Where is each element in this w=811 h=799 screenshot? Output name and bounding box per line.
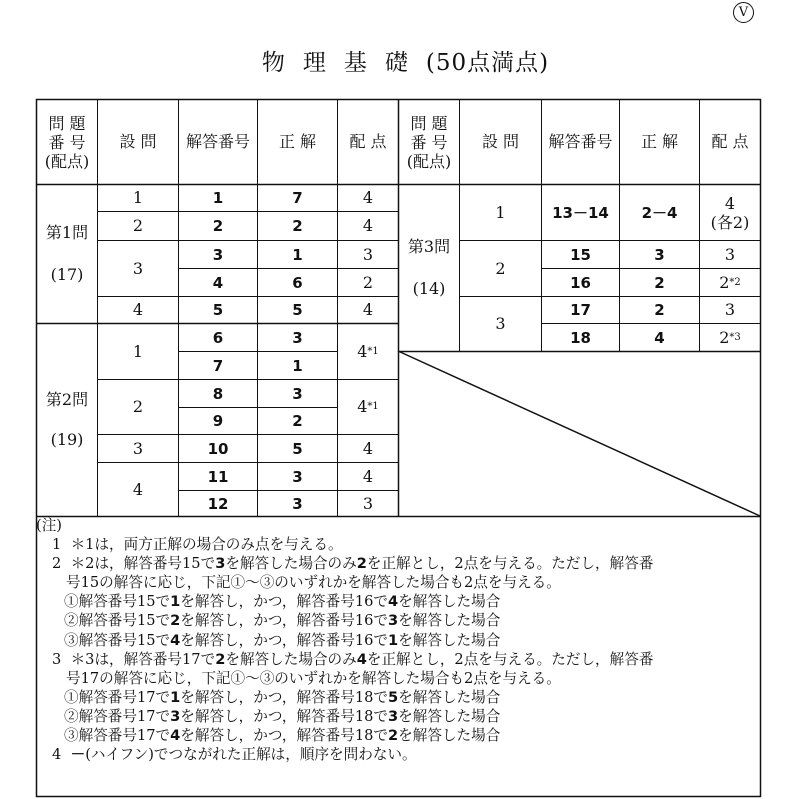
header-setsumon-left: 設 問 (119, 132, 157, 151)
header-answer-no-left: 解答番号 (185, 132, 250, 151)
title-subject: 物理基礎 (261, 50, 426, 76)
q2-sub-3: 3 (132, 438, 144, 458)
note-2-item: ③解答番号15で4を解答し，かつ，解答番号16で1を解答した場合 (64, 631, 501, 649)
merged-points-q2-1: 4 *1 (357, 341, 379, 361)
answer-points: 4 (362, 216, 374, 235)
q3-sub-2: 2 (495, 258, 506, 278)
answer-correct: 2－4 (641, 203, 678, 222)
note-1: 1 ＊1は，両方正解の場合のみ点を与える。 (52, 536, 343, 554)
answer-no: 5 (212, 301, 224, 319)
answer-no: 1 (212, 189, 224, 207)
answer-correct: 3 (292, 384, 303, 403)
answer-correct: 3 (292, 328, 303, 347)
answer-points-star: 2 *2 (719, 272, 741, 292)
note-2-line2: 号15の解答に応じ，下記①～③のいずれかを解答した場合も2点を与える。 (66, 574, 561, 592)
note-3-line2: 号17の解答に応じ，下記①～③のいずれかを解答した場合も2点を与える。 (66, 669, 561, 687)
answer-correct: 5 (292, 301, 303, 319)
title-points: (50点満点) (425, 50, 550, 76)
answer-points-each: 4 (各2) (710, 193, 750, 232)
answer-no: 16 (570, 273, 591, 292)
header-answer-no-right: 解答番号 (548, 132, 613, 151)
answer-no: 7 (212, 356, 224, 375)
q1-label: 第1問 (17) (45, 223, 89, 284)
note-3: 3 ＊3は，解答番号17で2を解答した場合のみ4を正解とし，2点を与える。ただし，解答番 (52, 650, 654, 668)
answer-correct: 2 (292, 412, 303, 430)
header-setsumon-right: 設 問 (481, 132, 520, 151)
notes-section (38, 516, 760, 764)
q1-sub-3: 3 (132, 258, 144, 278)
answer-no: 8 (212, 384, 224, 403)
answer-correct: 2 (654, 301, 665, 319)
answer-no: 3 (212, 245, 224, 264)
note-3-item: ②解答番号17で3を解答し，かつ，解答番号18で3を解答した場合 (64, 707, 501, 725)
answer-points: 3 (724, 300, 736, 319)
answer-correct: 6 (292, 273, 303, 292)
notes-head: (注) (36, 517, 62, 534)
answer-no: 13－14 (552, 203, 609, 222)
answer-points: 3 (362, 493, 374, 513)
answer-no: 12 (207, 494, 229, 513)
answer-no: 9 (212, 412, 224, 430)
answer-correct: 2 (654, 273, 665, 292)
header-correct-right: 正 解 (640, 132, 679, 151)
answer-correct: 2 (292, 217, 303, 235)
answer-no: 17 (570, 301, 591, 319)
answer-points: 3 (724, 244, 736, 264)
q3-label: 第3問 (14) (407, 237, 451, 298)
q2-sub-1: 1 (132, 341, 144, 361)
note-3-item: ③解答番号17で4を解答し，かつ，解答番号18で2を解答した場合 (64, 727, 501, 745)
answer-no: 6 (212, 328, 224, 347)
note-2-item: ①解答番号15で1を解答し，かつ，解答番号16で4を解答した場合 (64, 593, 501, 611)
answer-correct: 4 (654, 328, 665, 347)
page-title (0, 44, 811, 77)
q1-sub-4: 4 (132, 300, 144, 319)
q1-sub-2: 2 (132, 216, 144, 235)
q3-sub-1: 1 (495, 202, 506, 222)
header-points-left: 配 点 (349, 132, 387, 151)
answer-no: 18 (570, 328, 591, 347)
answer-points: 4 (362, 438, 374, 458)
q2-label: 第2問 (19) (45, 390, 89, 449)
answer-no: 2 (212, 217, 224, 235)
note-2-item: ②解答番号15で2を解答し，かつ，解答番号16で3を解答した場合 (64, 612, 501, 630)
answer-points: 4 (362, 466, 374, 486)
answer-correct: 7 (292, 189, 303, 207)
q2-sub-4: 4 (132, 479, 144, 499)
answer-correct: 1 (292, 245, 303, 264)
answer-points: 2 (362, 272, 374, 292)
answer-correct: 3 (292, 467, 303, 486)
q1-sub-1: 1 (132, 188, 144, 207)
answer-correct: 1 (292, 356, 303, 375)
q3-sub-3: 3 (495, 314, 506, 333)
answer-points: 4 (362, 300, 374, 319)
merged-points-q2-2: 4 *1 (357, 397, 379, 416)
version-mark: V (733, 2, 754, 23)
answer-no: 15 (570, 245, 591, 264)
q2-sub-2: 2 (132, 397, 144, 416)
answer-points: 3 (362, 244, 374, 264)
answer-no: 11 (207, 467, 229, 486)
answer-points-star: 2 *3 (719, 327, 741, 347)
note-3-item: ①解答番号17で1を解答し，かつ，解答番号18で5を解答した場合 (64, 688, 501, 706)
answer-correct: 3 (654, 245, 665, 264)
answer-points: 4 (362, 188, 374, 207)
answer-correct: 5 (292, 439, 303, 458)
answer-no: 10 (207, 439, 229, 458)
note-2: 2 ＊2は，解答番号15で3を解答した場合のみ2を正解とし，2点を与える。ただし，解答番 (52, 555, 654, 573)
answer-no: 4 (212, 273, 224, 292)
header-points-right: 配 点 (711, 132, 749, 151)
note-4: 4 －(ハイフン)でつながれた正解は，順序を問わない。 (52, 746, 417, 764)
header-question-right: 問 題 番 号 (配点) (406, 113, 452, 171)
header-question-left: 問 題 番 号 (配点) (44, 113, 90, 171)
answer-correct: 3 (292, 494, 303, 513)
header-correct-left: 正 解 (278, 132, 317, 151)
